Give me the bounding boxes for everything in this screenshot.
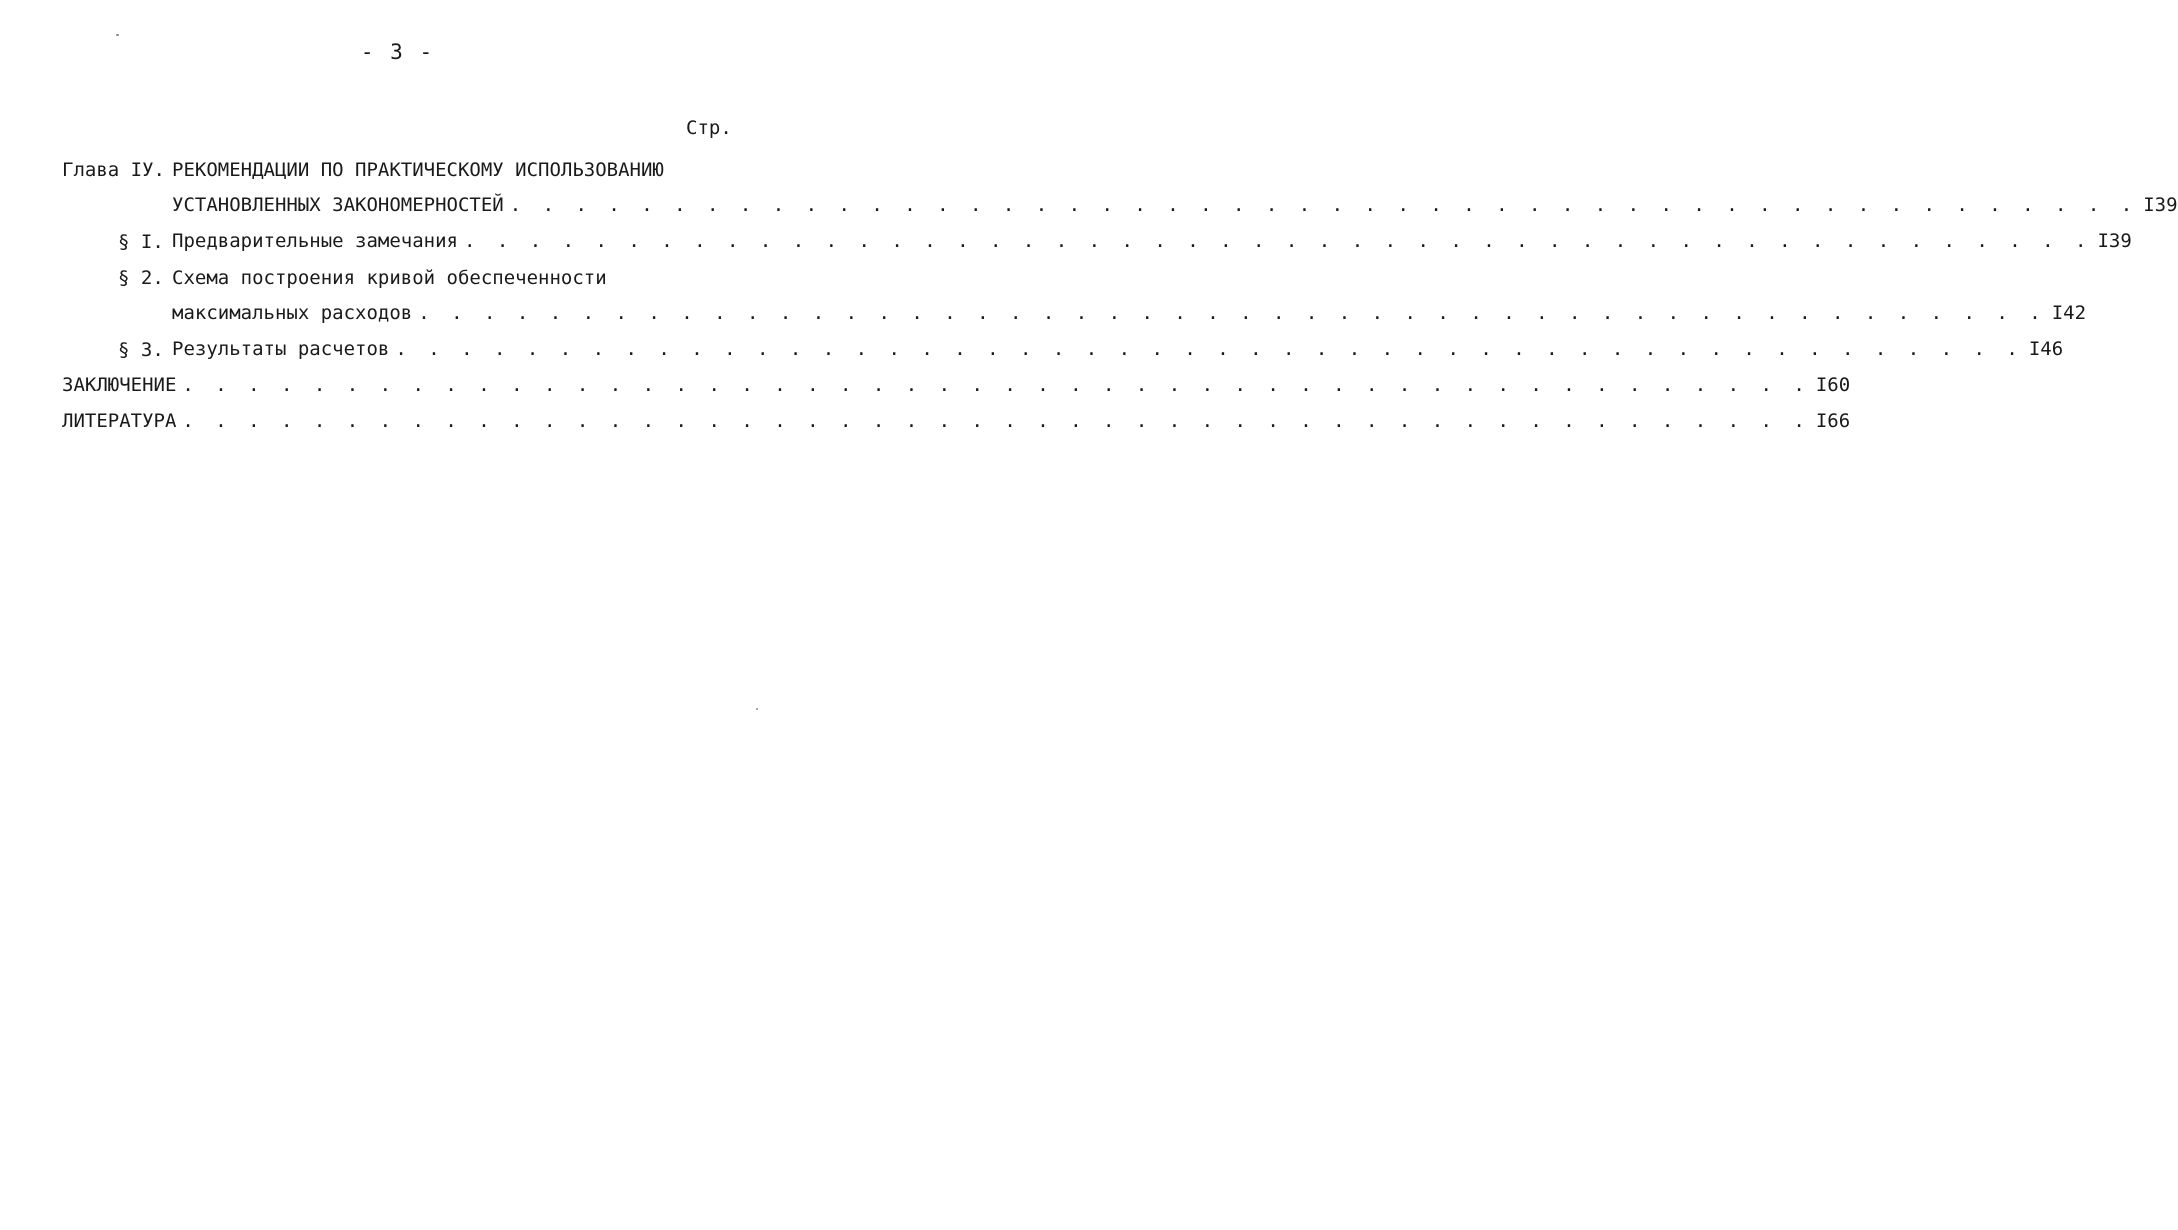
toc-literature-entry <box>62 410 1851 434</box>
toc-section3-title: Результаты расчетов <box>172 338 390 360</box>
dot-leader: . . . . . . . . . . . . . . . . . . . . . . . . . . . . . . . . . . . . . . . . . . . . . . . . . . <box>182 410 1810 432</box>
toc-conclusion-entry <box>62 374 1851 398</box>
scan-speck <box>756 708 758 710</box>
toc-section3-page: I46 <box>2028 338 2064 360</box>
toc-chapter4-label: Глава IУ. <box>62 159 165 181</box>
page-number: - 3 - <box>360 40 435 64</box>
toc-section1-page: I39 <box>2097 230 2132 252</box>
toc-section1-entry <box>172 230 2132 254</box>
page-column-label: Стр. <box>686 117 732 139</box>
dot-leader: . . . . . . . . . . . . . . . . . . . . . . . . . . . . . . . . . . . . . . . . . . . . . . . . . . <box>463 230 2092 252</box>
toc-conclusion-page: I60 <box>1815 374 1851 396</box>
toc-section2-entry <box>172 302 2087 326</box>
toc-section2-label: § 2. <box>118 267 164 289</box>
toc-chapter4-page: I39 <box>2143 194 2178 216</box>
dot-leader: . . . . . . . . . . . . . . . . . . . . . . . . . . . . . . . . . . . . . . . . . . . . . . . . . . <box>395 338 2023 360</box>
toc-section3-label: § 3. <box>118 339 164 361</box>
scan-speck <box>116 34 119 36</box>
toc-section3-entry <box>172 338 2064 362</box>
dot-leader: . . . . . . . . . . . . . . . . . . . . . . . . . . . . . . . . . . . . . . . . . . . . . . . . . . <box>509 194 2138 216</box>
toc-conclusion-title: ЗАКЛЮЧЕНИЕ <box>62 374 177 396</box>
toc-section1-title: Предварительные замечания <box>172 230 458 252</box>
dot-leader: . . . . . . . . . . . . . . . . . . . . . . . . . . . . . . . . . . . . . . . . . . . . . . . . . . <box>418 302 2046 324</box>
toc-chapter4-entry <box>172 194 2178 218</box>
toc-chapter4-title-line2: УСТАНОВЛЕННЫХ ЗАКОНОМЕРНОСТЕЙ <box>172 194 504 216</box>
toc-section2-title-line1: Схема построения кривой обеспеченности <box>172 267 607 289</box>
dot-leader: . . . . . . . . . . . . . . . . . . . . . . . . . . . . . . . . . . . . . . . . . . . . . . . . . . <box>182 374 1810 396</box>
toc-literature-title: ЛИТЕРАТУРА <box>62 410 177 432</box>
toc-section2-title-line2: максимальных расходов <box>172 302 413 324</box>
toc-section2-page: I42 <box>2051 302 2087 324</box>
toc-literature-page: I66 <box>1815 410 1851 432</box>
toc-section1-label: § I. <box>118 231 164 253</box>
toc-chapter4-title-line1: РЕКОМЕНДАЦИИ ПО ПРАКТИЧЕСКОМУ ИСПОЛЬЗОВАНИЮ <box>172 159 664 181</box>
